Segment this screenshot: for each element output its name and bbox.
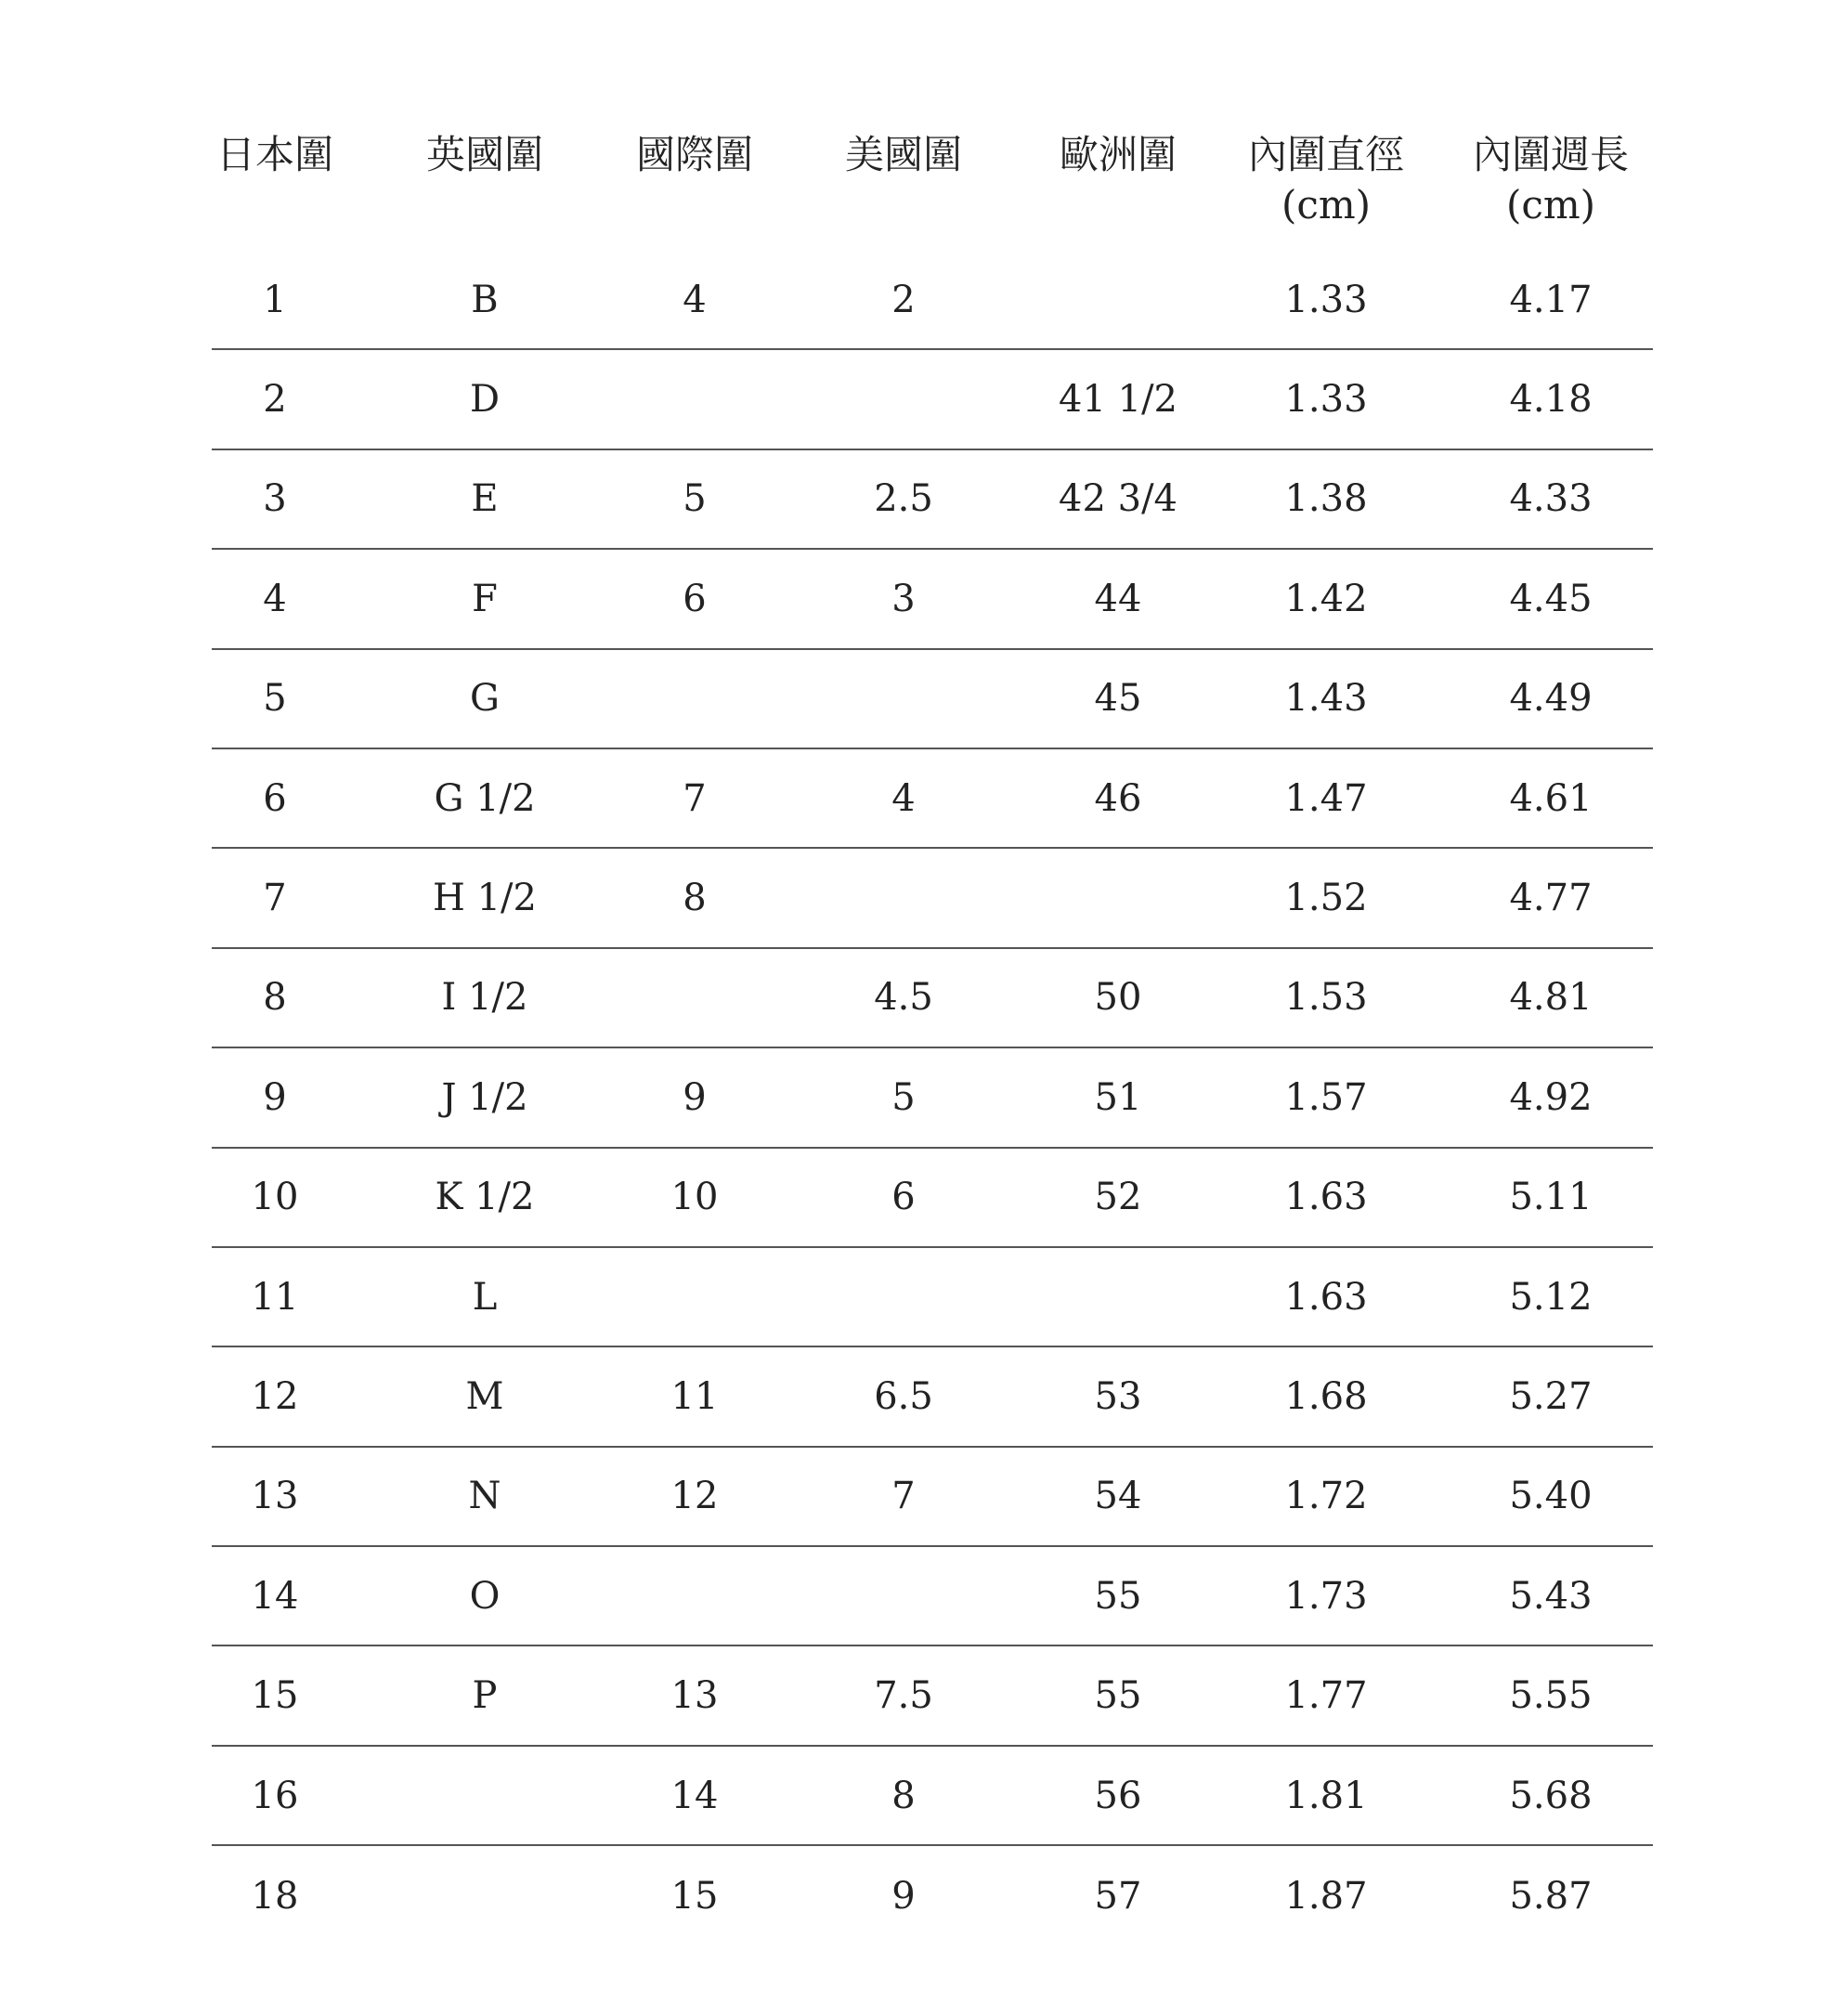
inner-circumference-cell: 4.17 xyxy=(1509,278,1593,321)
table-row xyxy=(212,450,1653,550)
inner-diameter-cell: 1.52 xyxy=(1284,877,1368,920)
inner-diameter-cell: 1.73 xyxy=(1284,1574,1368,1618)
inner-diameter-cell: 1.87 xyxy=(1284,1874,1368,1918)
eu-size-cell: 50 xyxy=(1094,976,1142,1020)
us-size-cell: 4.5 xyxy=(874,976,933,1020)
eu-size-cell: 46 xyxy=(1094,776,1142,820)
table-row xyxy=(212,1747,1653,1846)
eu-size-cell: 54 xyxy=(1094,1475,1142,1518)
eu-size-cell: 55 xyxy=(1094,1674,1142,1718)
inner-circumference-cell: 4.77 xyxy=(1509,877,1593,920)
inner-diameter-cell: 1.77 xyxy=(1284,1674,1368,1718)
table-row xyxy=(212,350,1653,449)
international-size-cell: 11 xyxy=(670,1374,719,1418)
inner-diameter-cell: 1.47 xyxy=(1284,776,1368,820)
japan-size-cell: 9 xyxy=(263,1075,287,1119)
header-uk-size: 英國圍 xyxy=(425,132,543,177)
table-row xyxy=(212,849,1653,948)
international-size-cell: 10 xyxy=(670,1176,719,1219)
table-row xyxy=(212,949,1653,1048)
us-size-cell: 6 xyxy=(891,1176,916,1219)
header-inner-circumference: 內圍週長 (cm) xyxy=(1472,132,1629,228)
uk-size-cell: E xyxy=(471,477,499,521)
japan-size-cell: 7 xyxy=(263,877,287,920)
eu-size-cell: 52 xyxy=(1094,1176,1142,1219)
uk-size-cell: M xyxy=(465,1374,504,1418)
inner-diameter-cell: 1.63 xyxy=(1284,1176,1368,1219)
japan-size-cell: 18 xyxy=(251,1874,299,1918)
table-row xyxy=(212,1646,1653,1746)
header-international-size: 國際圍 xyxy=(635,132,753,177)
inner-diameter-cell: 1.72 xyxy=(1284,1475,1368,1518)
japan-size-cell: 4 xyxy=(263,577,287,620)
uk-size-cell: B xyxy=(471,278,499,321)
inner-diameter-cell: 1.43 xyxy=(1284,677,1368,721)
international-size-cell: 12 xyxy=(670,1475,719,1518)
eu-size-cell: 55 xyxy=(1094,1574,1142,1618)
us-size-cell: 8 xyxy=(891,1774,916,1817)
table-body xyxy=(212,251,1653,1946)
us-size-cell: 2.5 xyxy=(874,477,933,521)
header-inner-diameter: 內圍直徑 (cm) xyxy=(1247,132,1404,228)
japan-size-cell: 16 xyxy=(251,1774,299,1817)
inner-circumference-cell: 5.55 xyxy=(1509,1674,1593,1718)
table-row xyxy=(212,251,1653,350)
uk-size-cell: O xyxy=(469,1574,501,1618)
inner-circumference-cell: 5.87 xyxy=(1509,1874,1593,1918)
inner-diameter-cell: 1.38 xyxy=(1284,477,1368,521)
japan-size-cell: 10 xyxy=(251,1176,299,1219)
international-size-cell: 15 xyxy=(670,1874,719,1918)
eu-size-cell: 45 xyxy=(1094,677,1142,721)
header-eu-size: 歐洲圍 xyxy=(1059,132,1177,177)
international-size-cell: 14 xyxy=(670,1774,719,1817)
eu-size-cell: 57 xyxy=(1094,1874,1142,1918)
inner-circumference-cell: 4.45 xyxy=(1509,577,1593,620)
inner-diameter-cell: 1.57 xyxy=(1284,1075,1368,1119)
inner-circumference-cell: 4.61 xyxy=(1509,776,1593,820)
uk-size-cell: I 1/2 xyxy=(441,976,528,1020)
inner-circumference-cell: 5.68 xyxy=(1509,1774,1593,1817)
japan-size-cell: 5 xyxy=(263,677,287,721)
us-size-cell: 7.5 xyxy=(874,1674,933,1718)
table-row xyxy=(212,1448,1653,1547)
uk-size-cell: P xyxy=(472,1674,498,1718)
uk-size-cell: N xyxy=(468,1475,501,1518)
inner-diameter-cell: 1.63 xyxy=(1284,1275,1368,1319)
inner-diameter-cell: 1.33 xyxy=(1284,278,1368,321)
inner-diameter-cell: 1.81 xyxy=(1284,1774,1368,1817)
eu-size-cell: 56 xyxy=(1094,1774,1142,1817)
header-us-size: 美國圍 xyxy=(844,132,962,177)
inner-circumference-cell: 4.92 xyxy=(1509,1075,1593,1119)
inner-circumference-cell: 4.33 xyxy=(1509,477,1593,521)
ring-size-table xyxy=(212,130,1653,1946)
inner-circumference-cell: 4.81 xyxy=(1509,976,1593,1020)
uk-size-cell: G 1/2 xyxy=(434,776,536,820)
us-size-cell: 2 xyxy=(891,278,916,321)
inner-circumference-cell: 5.11 xyxy=(1509,1176,1593,1219)
inner-circumference-cell: 4.49 xyxy=(1509,677,1593,721)
japan-size-cell: 12 xyxy=(251,1374,299,1418)
eu-size-cell: 41 1/2 xyxy=(1059,378,1177,422)
international-size-cell: 4 xyxy=(683,278,707,321)
inner-circumference-cell: 5.43 xyxy=(1509,1574,1593,1618)
inner-circumference-cell: 5.40 xyxy=(1509,1475,1593,1518)
us-size-cell: 4 xyxy=(891,776,916,820)
eu-size-cell: 51 xyxy=(1094,1075,1142,1119)
uk-size-cell: J 1/2 xyxy=(441,1075,528,1119)
uk-size-cell: K 1/2 xyxy=(435,1176,535,1219)
eu-size-cell: 53 xyxy=(1094,1374,1142,1418)
international-size-cell: 6 xyxy=(683,577,707,620)
uk-size-cell: D xyxy=(469,378,501,422)
inner-circumference-cell: 5.12 xyxy=(1509,1275,1593,1319)
inner-diameter-cell: 1.53 xyxy=(1284,976,1368,1020)
table-row xyxy=(212,1347,1653,1447)
us-size-cell: 5 xyxy=(891,1075,916,1119)
international-size-cell: 5 xyxy=(683,477,707,521)
eu-size-cell: 42 3/4 xyxy=(1059,477,1177,521)
us-size-cell: 3 xyxy=(891,577,916,620)
international-size-cell: 9 xyxy=(683,1075,707,1119)
table-row xyxy=(212,1846,1653,1945)
japan-size-cell: 2 xyxy=(263,378,287,422)
inner-circumference-cell: 4.18 xyxy=(1509,378,1593,422)
uk-size-cell: L xyxy=(472,1275,498,1319)
japan-size-cell: 3 xyxy=(263,477,287,521)
header-japan-size: 日本圍 xyxy=(215,132,333,177)
international-size-cell: 7 xyxy=(683,776,707,820)
table-header xyxy=(212,130,1653,251)
inner-diameter-cell: 1.33 xyxy=(1284,378,1368,422)
japan-size-cell: 6 xyxy=(263,776,287,820)
inner-circumference-cell: 5.27 xyxy=(1509,1374,1593,1418)
japan-size-cell: 11 xyxy=(251,1275,299,1319)
eu-size-cell: 44 xyxy=(1094,577,1142,620)
japan-size-cell: 8 xyxy=(263,976,287,1020)
table-row xyxy=(212,749,1653,849)
us-size-cell: 6.5 xyxy=(874,1374,933,1418)
table-row xyxy=(212,1048,1653,1148)
international-size-cell: 8 xyxy=(683,877,707,920)
uk-size-cell: G xyxy=(470,677,500,721)
table-row xyxy=(212,550,1653,649)
inner-diameter-cell: 1.42 xyxy=(1284,577,1368,620)
international-size-cell: 13 xyxy=(670,1674,719,1718)
japan-size-cell: 1 xyxy=(263,278,287,321)
table-row xyxy=(212,1248,1653,1347)
table-row xyxy=(212,1547,1653,1646)
inner-diameter-cell: 1.68 xyxy=(1284,1374,1368,1418)
japan-size-cell: 15 xyxy=(251,1674,299,1718)
us-size-cell: 7 xyxy=(891,1475,916,1518)
uk-size-cell: F xyxy=(472,577,498,620)
uk-size-cell: H 1/2 xyxy=(433,877,537,920)
us-size-cell: 9 xyxy=(891,1874,916,1918)
table-row xyxy=(212,650,1653,749)
japan-size-cell: 14 xyxy=(251,1574,299,1618)
japan-size-cell: 13 xyxy=(251,1475,299,1518)
table-row xyxy=(212,1149,1653,1248)
